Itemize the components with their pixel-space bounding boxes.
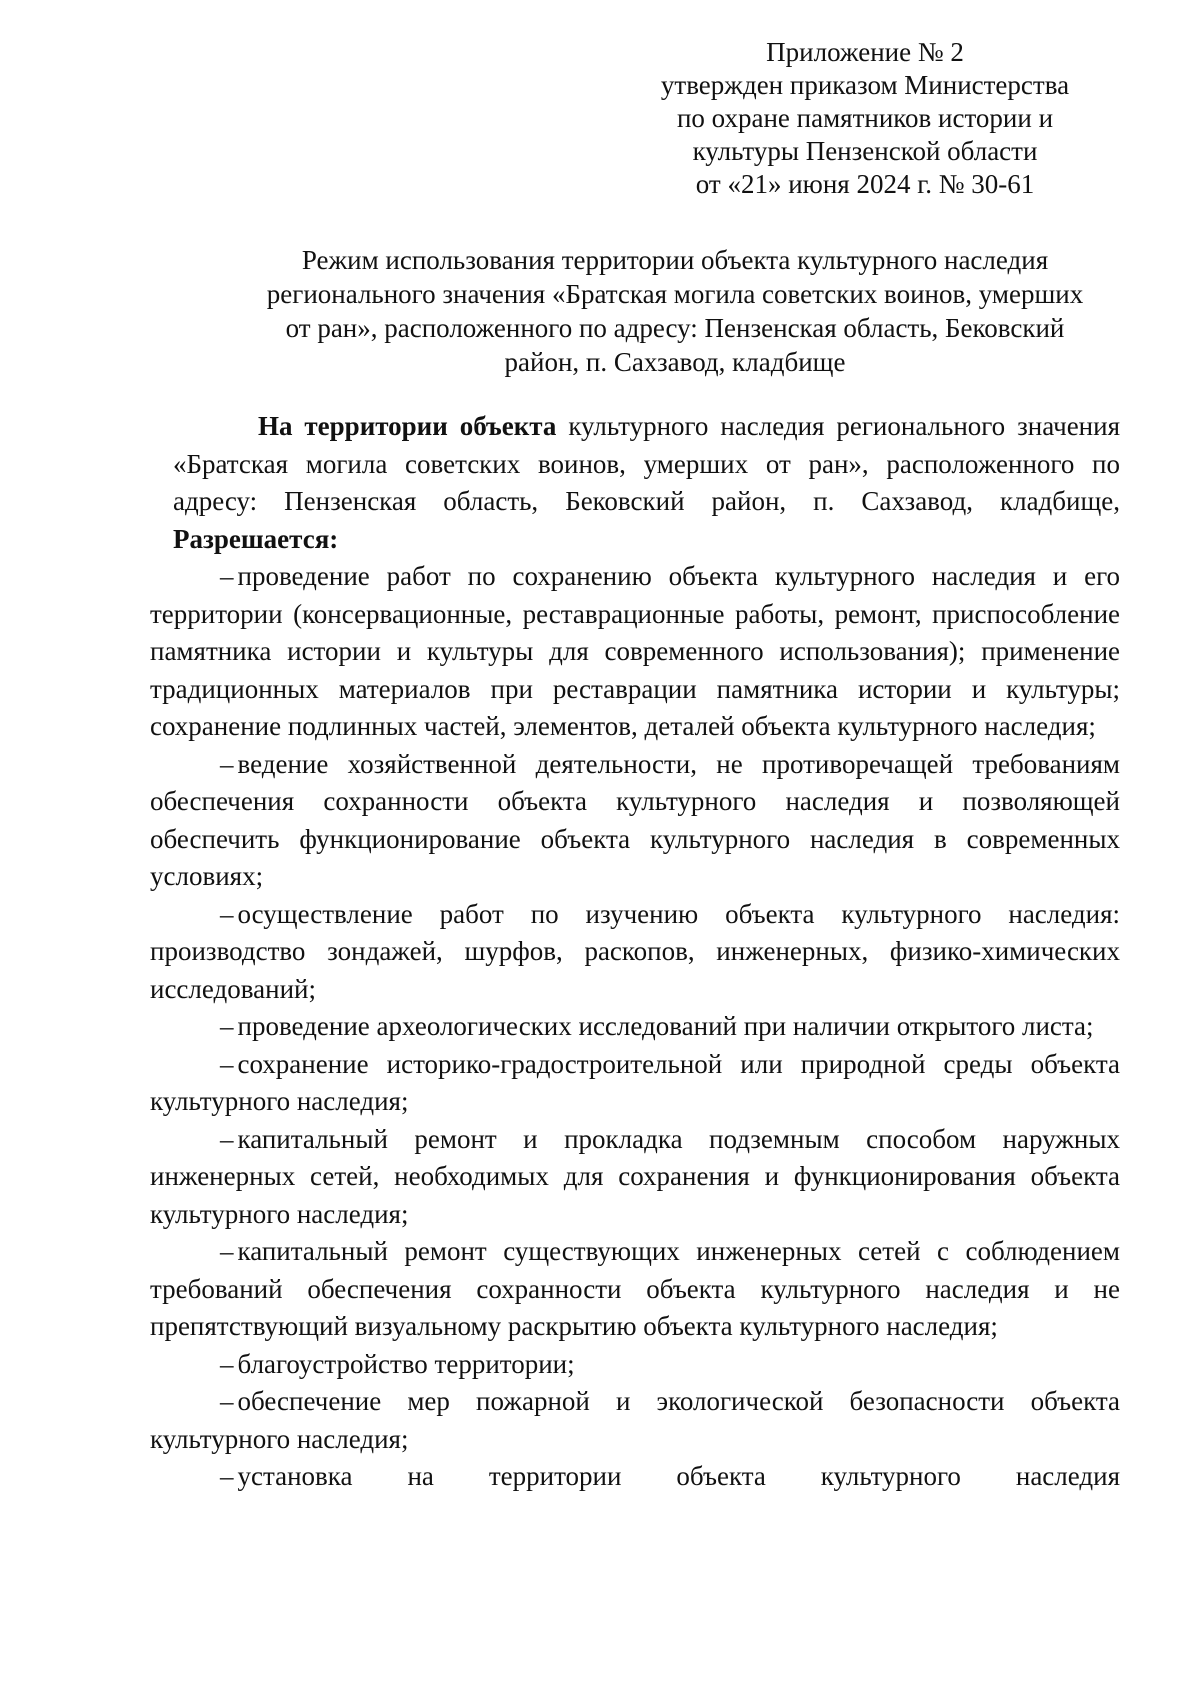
list-item xyxy=(150,1346,1120,1384)
approval-date-line: от «21» июня 2024 г. № 30-61 xyxy=(695,169,1035,199)
intro-text: культурного наследия регионального значения «Братская могила советских воинов, умерших от ран», расположенного по адресу: Пензенская область, Бековский район, п. Сахзавод, кладбище, xyxy=(173,411,1120,516)
intro-paragraph xyxy=(173,408,1120,558)
dash-marker: – xyxy=(220,1236,234,1266)
list-item-text: благоустройство территории; xyxy=(237,1348,575,1379)
list-item-text: ведение хозяйственной деятельности, не противоречащей требованиям обеспечения сохранности объекта культурного наследия и позволяющей обеспечить функционирование объекта культурного наследия в современных условиях; xyxy=(150,748,1120,891)
list-item-text: обеспечение мер пожарной и экологической безопасности объекта культурного наследия; xyxy=(150,1386,1120,1454)
approval-line: утвержден приказом Министерства xyxy=(660,70,1070,100)
dash-marker: – xyxy=(220,561,234,591)
list-item xyxy=(150,1383,1120,1458)
dash-marker: – xyxy=(220,1461,234,1491)
list-item xyxy=(150,1233,1120,1346)
list-item xyxy=(150,746,1120,896)
intro-bold-start: На территории объекта xyxy=(258,411,557,441)
title-line: Режим использования территории объекта культурного наследия xyxy=(301,245,1049,275)
dash-marker: – xyxy=(220,1048,234,1079)
list-item-text: проведение работ по сохранению объекта культурного наследия и его территории (консервационные, реставрационные работы, ремонт, приспособление памятника истории и культуры для современного использования); применение традиционных материалов при реставрации памятника истории и культуры; сохранение подлинных частей, элементов, деталей объекта культурного наследия; xyxy=(150,561,1120,741)
list-item-text: установка на территории объекта культурного наследия xyxy=(237,1461,1120,1491)
list-item-text: сохранение историко-градостроительной или природной среды объекта культурного наследия; xyxy=(150,1048,1120,1116)
title-line: район, п. Сахзавод, кладбище xyxy=(504,347,846,377)
list-item xyxy=(150,1008,1120,1046)
approval-line: по охране памятников истории и xyxy=(676,103,1054,133)
list-item xyxy=(150,558,1120,746)
dash-marker: – xyxy=(220,748,234,779)
list-item-text: осуществление работ по изучению объекта культурного наследия: производство зондажей, шурфов, раскопов, инженерных, физико-химических исследований; xyxy=(150,898,1120,1004)
approval-line: Приложение № 2 xyxy=(766,37,964,67)
list-item xyxy=(150,1458,1120,1496)
intro-bold-end: Разрешается: xyxy=(173,523,339,554)
dash-marker: – xyxy=(220,1011,234,1041)
list-item-text: капитальный ремонт и прокладка подземным способом наружных инженерных сетей, необходимых для сохранения и функционирования объекта культурного наследия; xyxy=(150,1123,1120,1229)
approval-line: культуры Пензенской области xyxy=(692,136,1038,166)
dash-marker: – xyxy=(220,1386,234,1416)
approval-block xyxy=(655,36,1075,201)
title-line: от ран», расположенного по адресу: Пензенская область, Бековский xyxy=(285,313,1065,343)
list-item xyxy=(150,896,1120,1009)
list-item-text: капитальный ремонт существующих инженерных сетей с соблюдением требований обеспечения сохранности объекта культурного наследия и не препятствующий визуальному раскрытию объекта культурного наследия; xyxy=(150,1236,1120,1341)
dash-marker: – xyxy=(220,898,234,929)
list-item xyxy=(150,1121,1120,1234)
dash-marker: – xyxy=(220,1348,234,1379)
dash-marker: – xyxy=(220,1123,234,1154)
title-line: регионального значения «Братская могила советских воинов, умерших xyxy=(266,279,1084,309)
document-body xyxy=(150,408,1120,1496)
document-title xyxy=(215,243,1135,379)
list-item-text: проведение археологических исследований при наличии открытого листа; xyxy=(237,1011,1094,1041)
list-item xyxy=(150,1046,1120,1121)
